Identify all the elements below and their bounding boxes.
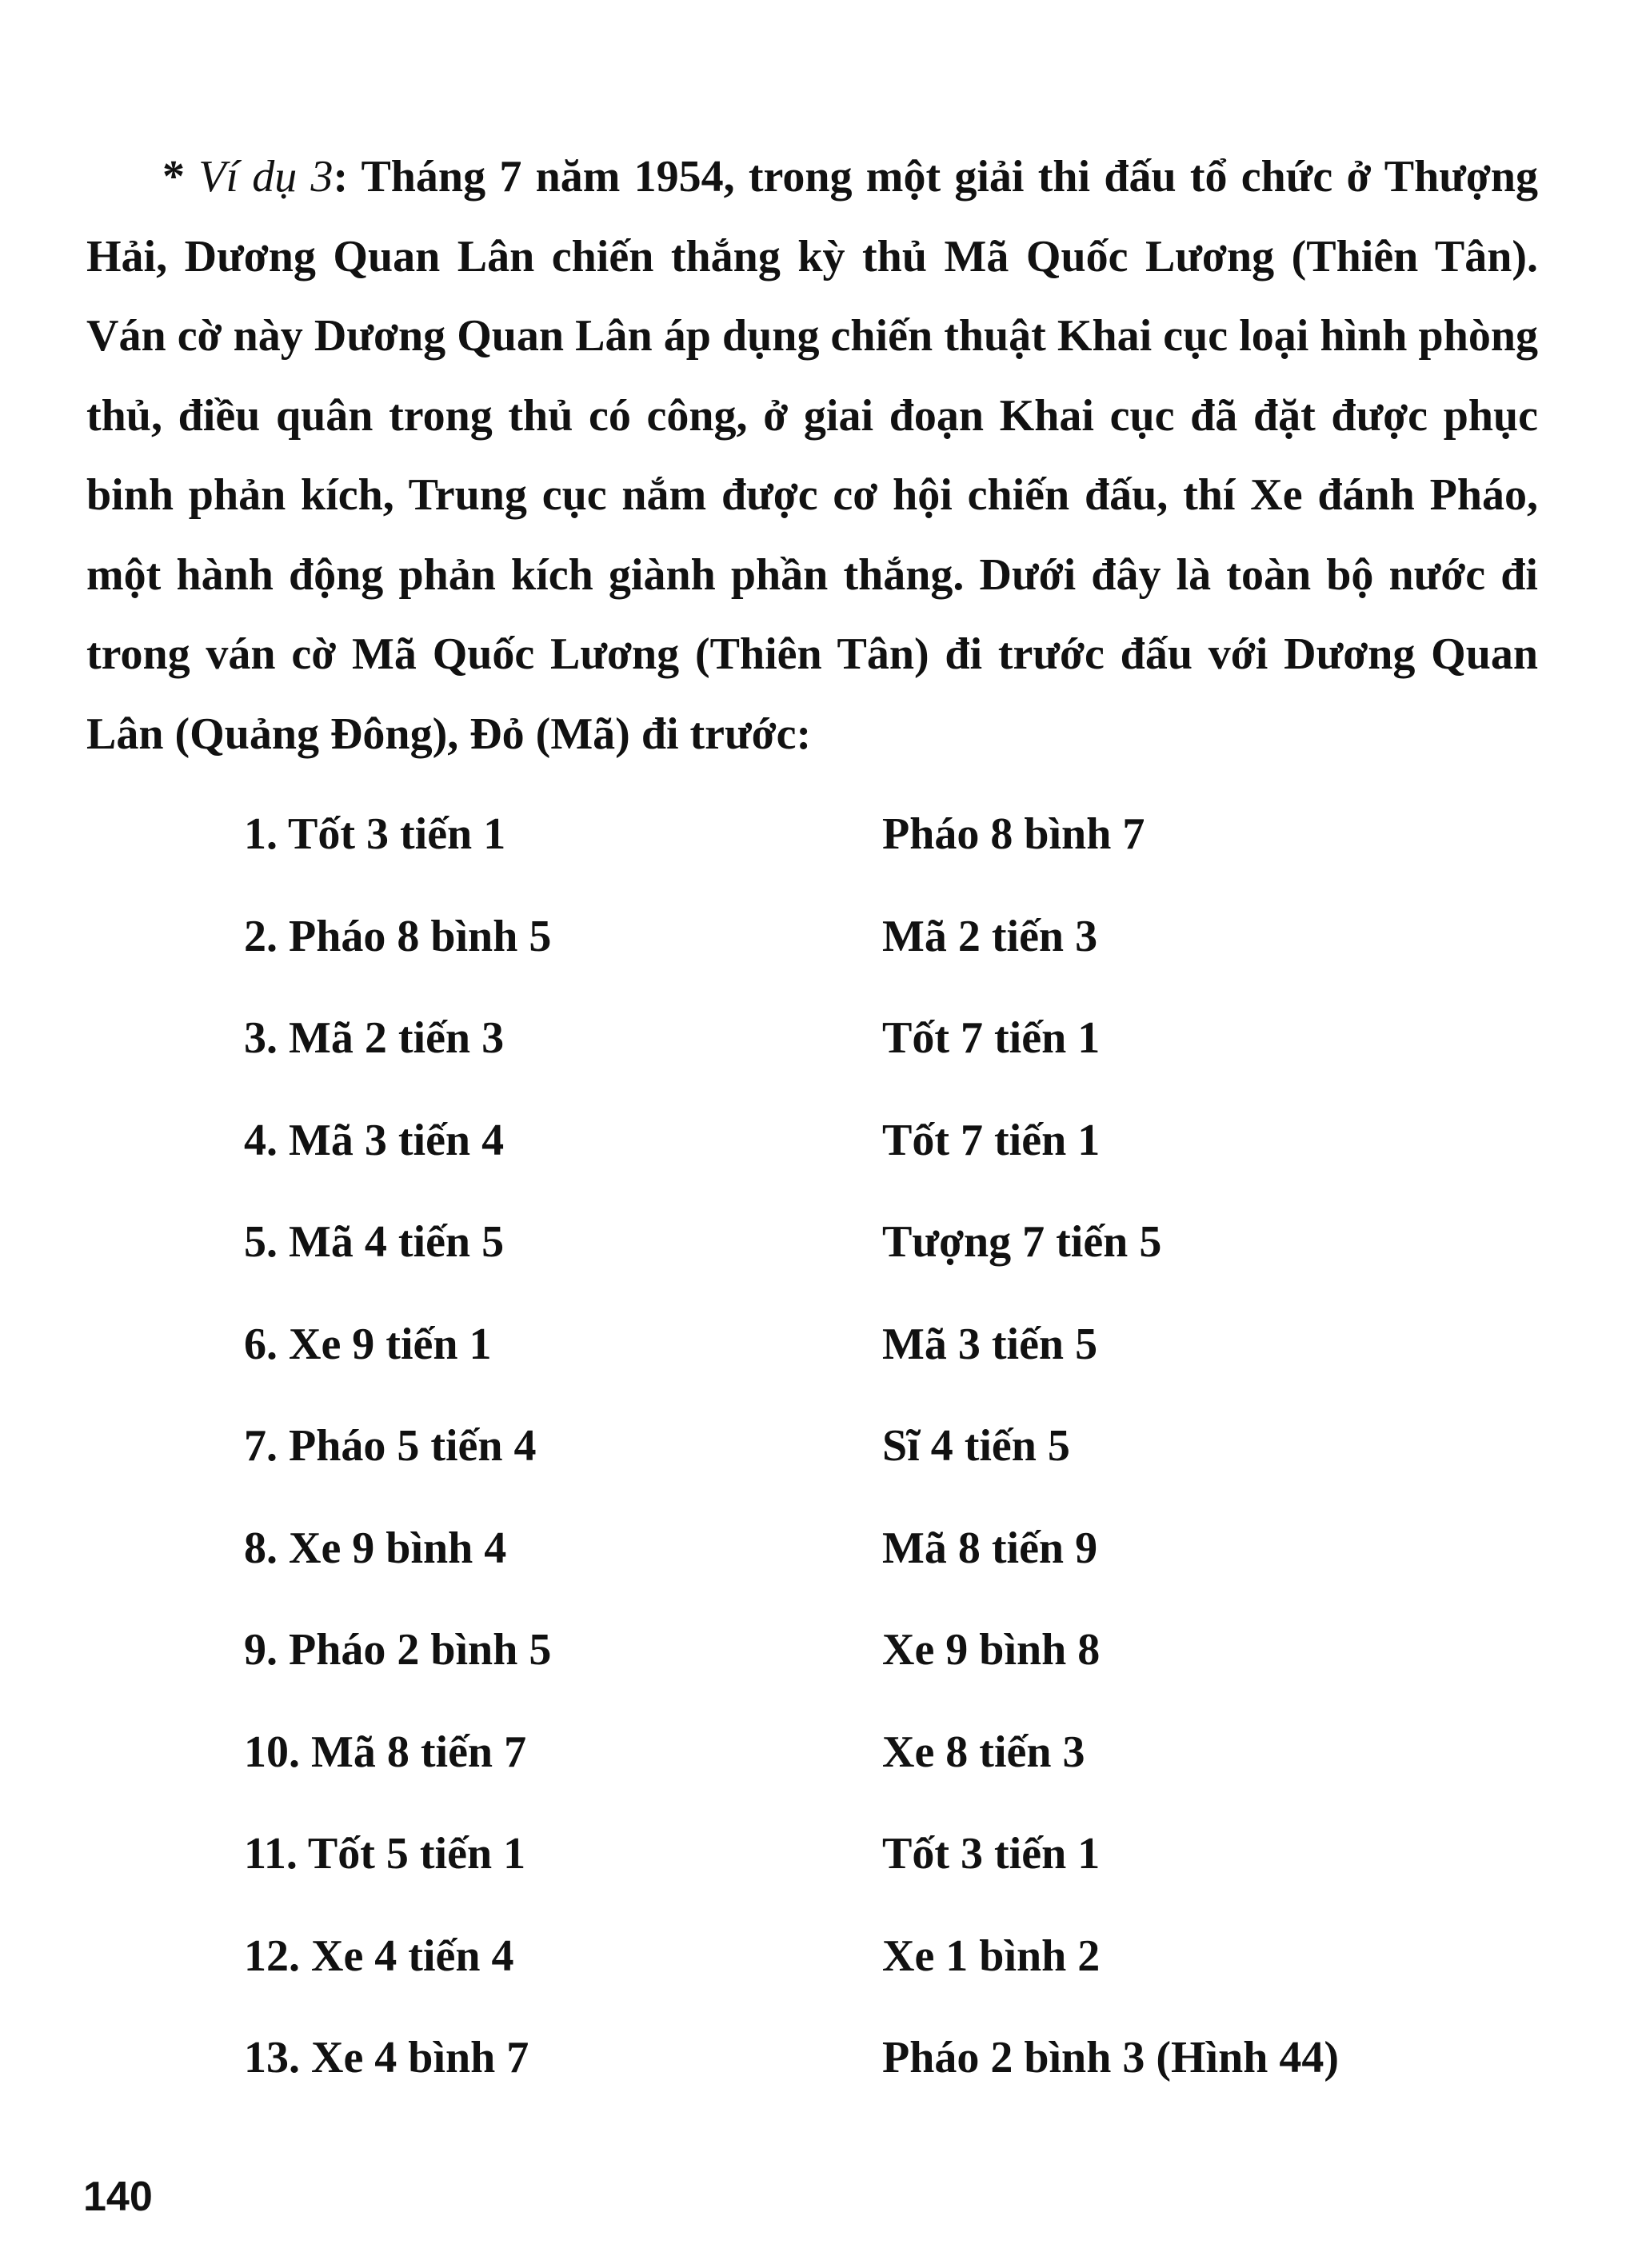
red-move: 4. Mã 3 tiến 4 — [244, 1115, 505, 1165]
bullet-marker: * — [162, 152, 199, 202]
black-move: Tốt 7 tiến 1 — [882, 1115, 1101, 1165]
red-move: 8. Xe 9 bình 4 — [244, 1523, 507, 1573]
move-row — [244, 802, 1444, 904]
red-move: 5. Mã 4 tiến 5 — [244, 1217, 505, 1267]
red-move: 1. Tốt 3 tiến 1 — [244, 809, 506, 859]
black-move: Pháo 8 bình 7 — [882, 809, 1145, 859]
black-move: Mã 2 tiến 3 — [882, 911, 1098, 961]
red-move: 3. Mã 2 tiến 3 — [244, 1013, 505, 1063]
black-move: Mã 8 tiến 9 — [882, 1523, 1098, 1573]
move-row — [244, 1006, 1444, 1108]
example-label: Ví dụ 3 — [198, 152, 334, 202]
red-move: 12. Xe 4 tiến 4 — [244, 1931, 514, 1981]
move-row — [244, 1924, 1444, 2026]
move-row — [244, 904, 1444, 1007]
move-row — [244, 2026, 1444, 2128]
black-move: Xe 8 tiến 3 — [882, 1727, 1085, 1777]
red-move: 11. Tốt 5 tiến 1 — [244, 1829, 526, 1879]
example-paragraph — [86, 138, 1538, 774]
move-row — [244, 1822, 1444, 1924]
move-row — [244, 1312, 1444, 1415]
black-move: Tốt 3 tiến 1 — [882, 1829, 1101, 1879]
black-move: Mã 3 tiến 5 — [882, 1319, 1098, 1369]
move-list — [244, 802, 1444, 2128]
page-number: 140 — [83, 2174, 153, 2220]
red-move: 7. Pháo 5 tiến 4 — [244, 1421, 537, 1471]
red-move: 2. Pháo 8 bình 5 — [244, 911, 552, 961]
move-row — [244, 1618, 1444, 1720]
black-move: Tượng 7 tiến 5 — [882, 1217, 1162, 1267]
move-row — [244, 1210, 1444, 1312]
red-move: 6. Xe 9 tiến 1 — [244, 1319, 492, 1369]
red-move: 10. Mã 8 tiến 7 — [244, 1727, 527, 1777]
move-row — [244, 1414, 1444, 1516]
black-move: Xe 9 bình 8 — [882, 1625, 1101, 1675]
move-row — [244, 1108, 1444, 1211]
paragraph-text: : Tháng 7 năm 1954, trong một giải thi đấu tổ chức ở Thượng Hải, Dương Quan Lân chiến thắng kỳ thủ Mã Quốc Lương (Thiên Tân). Ván cờ này Dương Quan Lân áp dụng chiến thuật Khai cục loại hình phòng thủ, điều quân trong thủ có công, ở giai đoạn Khai cục đã đặt được phục binh phản kích, Trung cục nắm được cơ hội chiến đấu, thí Xe đánh Pháo, một hành động phản kích giành phần thắng. Dưới đây là toàn bộ nước đi trong ván cờ Mã Quốc Lương (Thiên Tân) đi trước đấu với Dương Quan Lân (Quảng Đông), Đỏ (Mã) đi trước: — [86, 152, 1539, 759]
red-move: 13. Xe 4 bình 7 — [244, 2033, 529, 2082]
move-row — [244, 1516, 1444, 1619]
move-row — [244, 1720, 1444, 1823]
black-move: Sĩ 4 tiến 5 — [882, 1421, 1070, 1471]
red-move: 9. Pháo 2 bình 5 — [244, 1625, 552, 1675]
black-move: Tốt 7 tiến 1 — [882, 1013, 1101, 1063]
black-move: Pháo 2 bình 3 (Hình 44) — [882, 2033, 1340, 2082]
black-move: Xe 1 bình 2 — [882, 1931, 1101, 1981]
